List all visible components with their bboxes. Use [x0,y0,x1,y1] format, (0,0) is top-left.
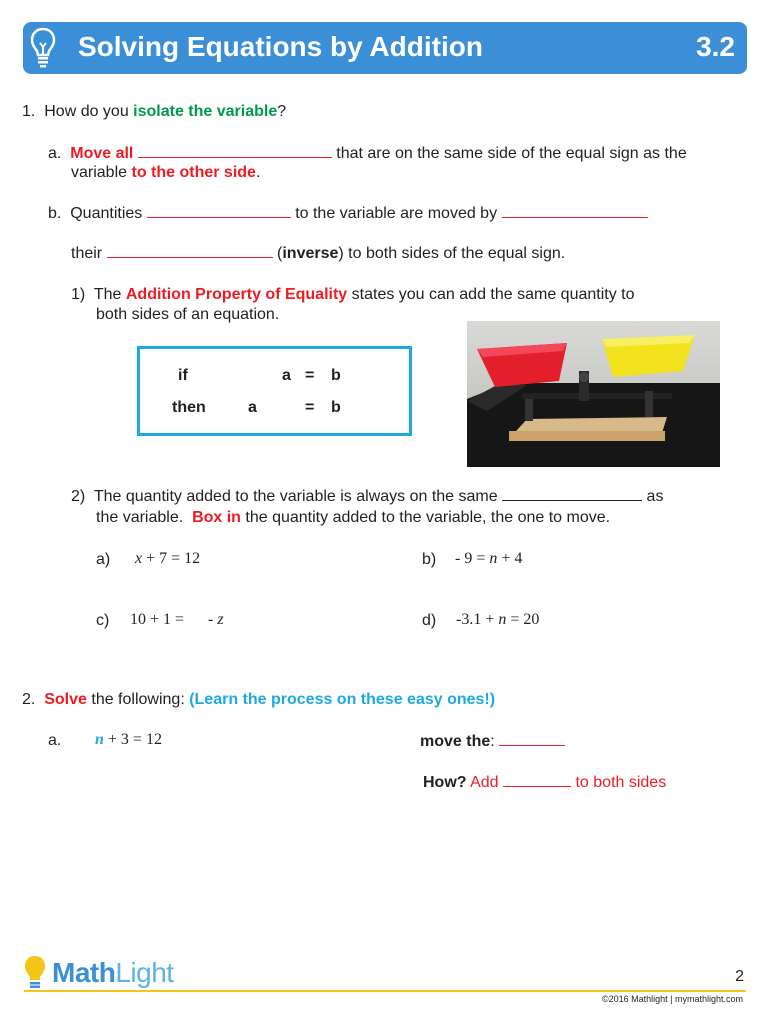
point-2-text3: the variable. [96,509,193,526]
box-in-text: Box in [192,509,241,526]
how-label: How? [423,774,467,791]
problem-a-label: a) [96,551,111,568]
item-1b-text3: their [71,245,103,262]
problem-a-equation [135,550,200,568]
mathlight-logo [52,957,174,989]
question-1 [22,102,286,122]
answer-blank[interactable] [138,143,332,158]
question-2 [22,690,495,710]
equation-left: - 9 = [455,550,490,567]
how-line [423,772,666,793]
add-text: Add [466,774,499,791]
answer-blank[interactable] [147,203,291,218]
lightbulb-icon [30,27,56,74]
point-1-line1 [71,285,635,305]
page-title: Solving Equations by Addition [78,31,483,62]
paren: ( [277,245,283,262]
if-label: if [178,367,188,384]
variable-x: x [135,550,143,567]
answer-blank[interactable] [107,243,273,258]
q2-text: the following: [86,691,190,708]
colon: : [490,733,495,750]
equation-rest: = 20 [506,611,540,628]
equation-rest: + 3 = 12 [103,731,162,748]
point-2-line2 [96,508,610,528]
question-number: 1. [22,103,36,120]
point-1-line2: both sides of an equation. [96,306,280,323]
point-label: 1) [71,286,86,303]
to-both-sides-text: to both sides [571,774,667,791]
item-1b-text2: to the variable are moved by [295,205,498,222]
answer-blank[interactable] [503,772,571,787]
point-2-line1 [71,486,663,507]
equation-left: 10 + 1 = - [130,611,218,628]
problem-c-equation [130,611,224,629]
variable-n: n [489,550,498,567]
move-all-text: Move all [70,145,134,162]
page-number: 2 [735,968,744,985]
section-number: 3.2 [696,31,735,62]
move-the-label: move the [420,733,491,750]
if-b: b [331,367,341,384]
logo-light: Light [115,957,174,988]
item-1b-text1: Quantities [70,205,143,222]
problem-c-label: c) [96,612,110,629]
equation-rest: + 7 = 12 [142,550,201,567]
solve-text: Solve [44,691,87,708]
equation-left: -3.1 + [456,611,499,628]
point-2-text4: the quantity added to the variable, the one to move. [240,509,611,526]
item-1b-line1 [48,203,648,224]
q1-highlight: isolate the variable [133,103,278,120]
item-1a-line1 [48,143,687,164]
item-label: a. [48,145,62,162]
item-1a-text2: variable [71,164,132,181]
footer-divider [24,990,746,992]
point-label: 2) [71,488,86,505]
other-side-text: to the other side [131,164,256,181]
point-2-text2: as [646,488,664,505]
item-2a-equation [95,731,162,749]
variable-n: n [498,611,507,628]
then-b: b [331,399,341,416]
variable-n: n [95,731,104,748]
item-1a-text: that are on the same side of the equal sign as the [331,145,687,162]
if-equals: = [305,367,315,384]
variable-z: z [217,611,224,628]
item-2a-label: a. [48,732,62,749]
problem-b-equation [455,550,522,568]
if-a: a [282,367,291,384]
problem-d-equation [456,611,539,629]
move-the-line [420,731,565,752]
logo-math: Math [52,957,116,988]
then-label: then [172,399,206,416]
problem-b-label: b) [422,551,437,568]
q1-text-end: ? [277,103,287,120]
balance-scale-photo [467,321,720,467]
equation-rest: + 4 [497,550,523,567]
question-number: 2. [22,691,36,708]
item-label: b. [48,205,62,222]
item-1b-line2 [71,243,565,264]
addition-property-text: Addition Property of Equality [125,286,348,303]
item-1a-period: . [255,164,261,181]
answer-blank[interactable] [502,203,648,218]
then-a: a [248,399,257,416]
copyright: ©2016 Mathlight | mymathlight.com [601,994,743,1004]
q2-hint: (Learn the process on these easy ones!) [189,691,496,708]
point-1-text2: states you can add the same quantity to [347,286,635,303]
then-equals: = [305,399,315,416]
item-1a-line2 [71,163,260,183]
point-1-text1: The [93,286,126,303]
answer-blank[interactable] [499,731,565,746]
inverse-text: inverse [282,245,339,262]
q1-text: How do you [44,103,134,120]
item-1b-text4: ) to both sides of the equal sign. [338,245,566,262]
property-box [137,346,412,436]
problem-d-label: d) [422,612,437,629]
answer-blank[interactable] [502,486,642,501]
point-2-text1: The quantity added to the variable is always on the same [93,488,498,505]
